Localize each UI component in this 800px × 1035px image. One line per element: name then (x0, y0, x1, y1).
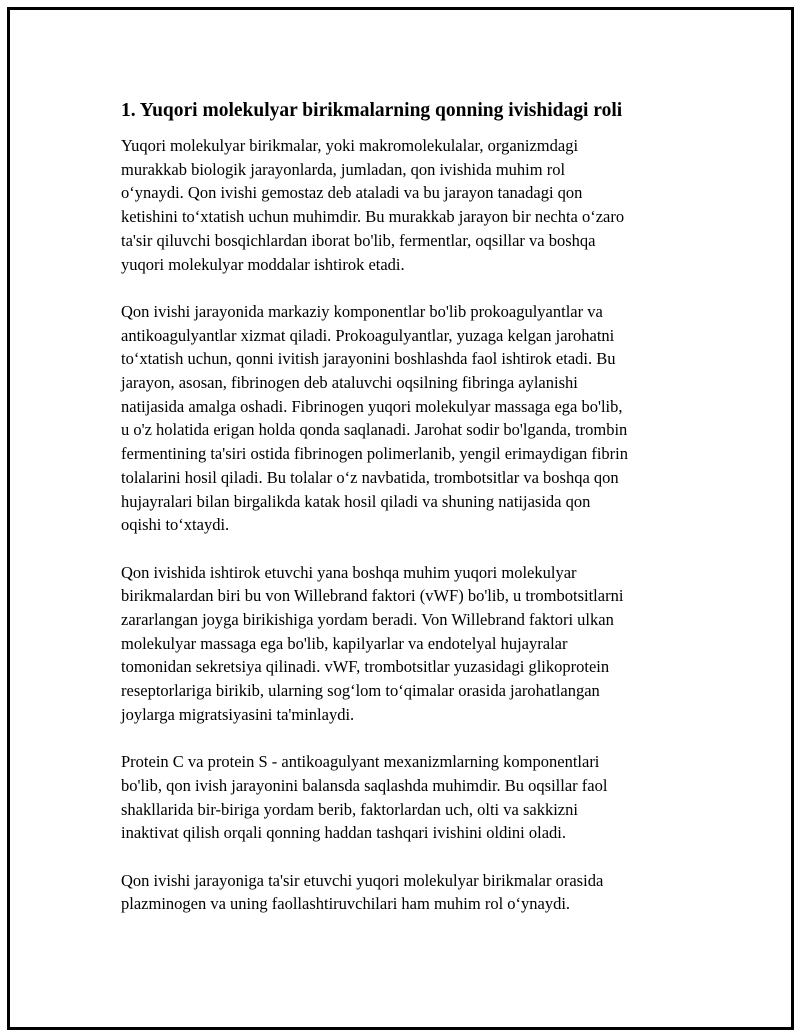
text-line: joylarga migratsiyasini ta'minlaydi. (121, 704, 355, 724)
page-border (7, 7, 794, 1030)
text-line: tolalarini hosil qiladi. Bu tolalar o‘z navbatida, trombotsitlar va boshqa qon (121, 467, 619, 487)
text-line: Qon ivishi jarayoniga ta'sir etuvchi yuqori molekulyar birikmalar orasida (121, 870, 604, 890)
text-line: shakllarida bir-biriga yordam berib, faktorlardan uch, olti va sakkizni (121, 799, 578, 819)
text-line: molekulyar massaga ega bo'lib, kapilyarlar va endotelyal hujayralar (121, 633, 568, 653)
paragraph (121, 300, 701, 537)
text-line: reseptorlariga birikib, ularning sog‘lom to‘qimalar orasida jarohatlangan (121, 681, 600, 701)
text-line: inaktivat qilish orqali qonning haddan tashqari ivishini oldini oladi. (121, 823, 566, 843)
section-heading: 1. Yuqori molekulyar birikmalarning qonning ivishidagi roli (121, 100, 623, 121)
text-line: tomonidan sekretsiya qilinadi. vWF, trombotsitlar yuzasidagi glikoprotein (121, 657, 610, 677)
text-line: o‘ynaydi. Qon ivishi gemostaz deb ataladi va bu jarayon tanadagi qon (121, 183, 583, 203)
text-line: Qon ivishida ishtirok etuvchi yana boshqa muhim yuqori molekulyar (121, 562, 577, 582)
text-line: antikoagulyantlar xizmat qiladi. Prokoagulyantlar, yuzaga kelgan jarohatni (121, 325, 615, 345)
document-body (121, 98, 701, 940)
text-line: Qon ivishi jarayonida markaziy komponentlar bo'lib prokoagulyantlar va (121, 301, 603, 321)
text-line: hujayralari bilan birgalikda katak hosil qiladi va shuning natijasida qon (121, 491, 591, 511)
text-line: bo'lib, qon ivish jarayonini balansda saqlashda muhimdir. Bu oqsillar faol (121, 775, 608, 795)
text-line: fermentining ta'siri ostida fibrinogen polimerlanib, yengil erimaydigan fibrin (121, 444, 629, 464)
text-line: zararlangan joyga birikishiga yordam beradi. Von Willebrand faktori ulkan (121, 610, 614, 630)
text-line: jarayon, asosan, fibrinogen deb ataluvchi oqsilning fibringa aylanishi (121, 373, 578, 393)
paragraph (121, 134, 701, 276)
paragraph (121, 869, 701, 916)
text-line: ketishini to‘xtatish uchun muhimdir. Bu murakkab jarayon bir nechta o‘zaro (121, 207, 625, 227)
text-line: birikmalardan biri bu von Willebrand faktori (vWF) bo'lib, u trombotsitlarni (121, 586, 624, 606)
text-line: u o'z holatida erigan holda qonda saqlanadi. Jarohat sodir bo'lganda, trombin (121, 420, 628, 440)
text-line: ta'sir qiluvchi bosqichlardan iborat bo'lib, fermentlar, oqsillar va boshqa (121, 230, 596, 250)
text-line: murakkab biologik jarayonlarda, jumladan, qon ivishida muhim rol (121, 159, 566, 179)
text-line: oqishi to‘xtaydi. (121, 515, 230, 535)
text-line: Yuqori molekulyar birikmalar, yoki makromolekulalar, organizmdagi (121, 136, 579, 155)
text-line: natijasida amalga oshadi. Fibrinogen yuqori molekulyar massaga ega bo'lib, (121, 396, 623, 416)
text-line: yuqori molekulyar moddalar ishtirok etadi. (121, 254, 405, 274)
text-line: plazminogen va uning faollashtiruvchilari ham muhim rol o‘ynaydi. (121, 894, 571, 914)
text-line: to‘xtatish uchun, qonni ivitish jarayonini boshlashda faol ishtirok etadi. Bu (121, 349, 616, 369)
paragraph-list (121, 134, 701, 916)
text-line: Protein C va protein S - antikoagulyant mexanizmlarning komponentlari (121, 752, 600, 772)
paragraph (121, 561, 701, 727)
paragraph (121, 750, 701, 845)
